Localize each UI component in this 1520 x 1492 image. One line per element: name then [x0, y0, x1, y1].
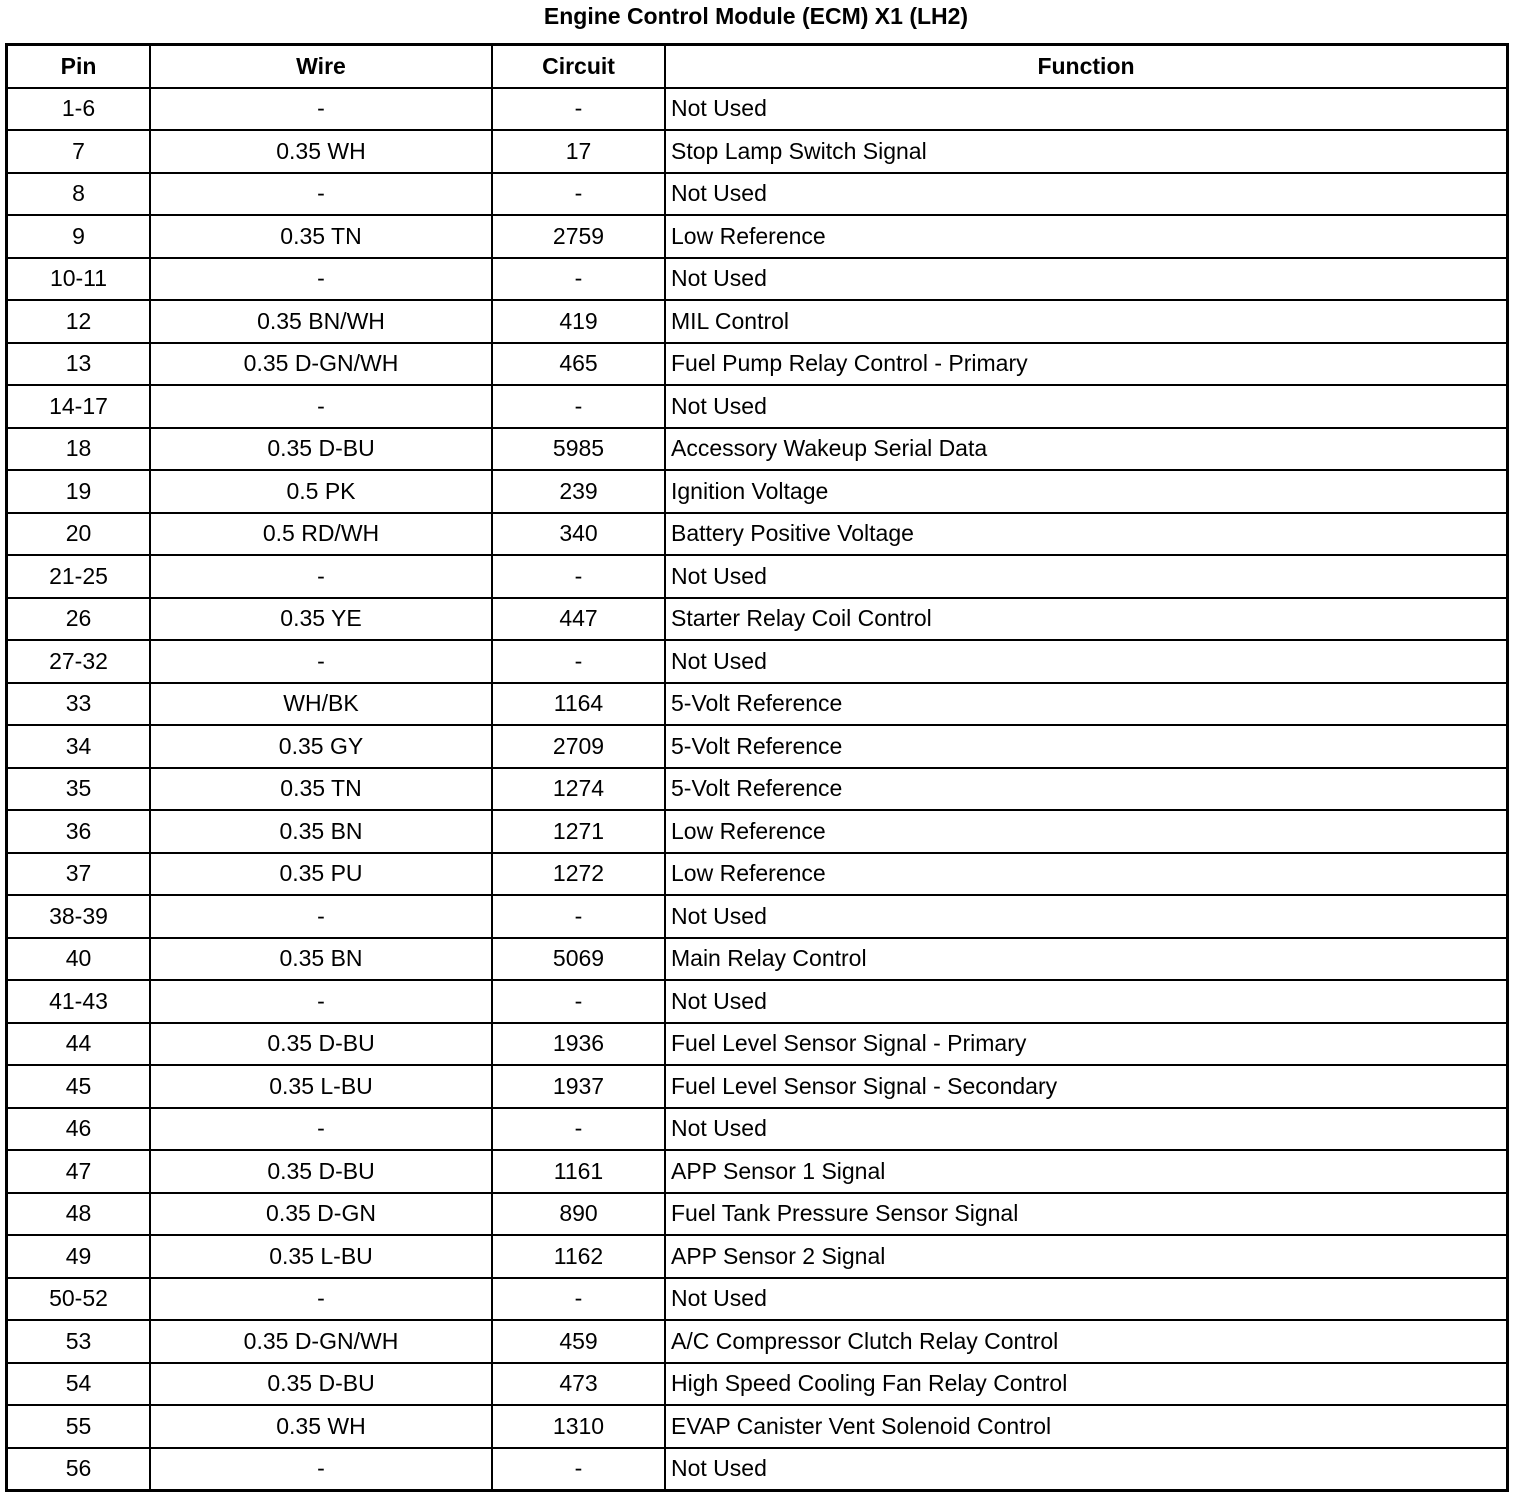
cell-function: 5-Volt Reference	[665, 683, 1506, 726]
cell-wire: 0.35 WH	[150, 130, 492, 173]
table-row	[8, 300, 1506, 343]
cell-pin: 44	[8, 1023, 150, 1066]
table-row	[8, 725, 1506, 768]
cell-circuit: 340	[492, 513, 665, 556]
table-row	[8, 385, 1506, 428]
cell-wire: 0.35 YE	[150, 598, 492, 641]
connector-pinout-table	[8, 46, 1506, 1489]
table-row	[8, 1065, 1506, 1108]
cell-circuit: 1937	[492, 1065, 665, 1108]
cell-pin: 20	[8, 513, 150, 556]
cell-pin: 7	[8, 130, 150, 173]
table-row	[8, 1363, 1506, 1406]
cell-function: Low Reference	[665, 215, 1506, 258]
cell-function: Not Used	[665, 640, 1506, 683]
cell-function: Not Used	[665, 980, 1506, 1023]
cell-function: Not Used	[665, 1448, 1506, 1490]
cell-function: Fuel Level Sensor Signal - Primary	[665, 1023, 1506, 1066]
cell-wire: 0.35 WH	[150, 1405, 492, 1448]
cell-pin: 27-32	[8, 640, 150, 683]
cell-circuit: 1274	[492, 768, 665, 811]
cell-pin: 19	[8, 470, 150, 513]
cell-pin: 46	[8, 1108, 150, 1151]
table-row	[8, 1108, 1506, 1151]
cell-pin: 48	[8, 1193, 150, 1236]
cell-function: Starter Relay Coil Control	[665, 598, 1506, 641]
cell-function: Accessory Wakeup Serial Data	[665, 428, 1506, 471]
cell-circuit: 473	[492, 1363, 665, 1406]
cell-circuit: -	[492, 1448, 665, 1490]
cell-circuit: -	[492, 173, 665, 216]
table-row	[8, 1278, 1506, 1321]
table-header-row	[8, 46, 1506, 88]
table-row	[8, 980, 1506, 1023]
cell-function: Not Used	[665, 88, 1506, 131]
cell-wire: 0.35 L-BU	[150, 1235, 492, 1278]
cell-wire: 0.5 PK	[150, 470, 492, 513]
cell-circuit: 465	[492, 343, 665, 386]
cell-function: Fuel Level Sensor Signal - Secondary	[665, 1065, 1506, 1108]
table-row	[8, 640, 1506, 683]
cell-circuit: 2709	[492, 725, 665, 768]
cell-circuit: -	[492, 1108, 665, 1151]
cell-wire: 0.35 D-BU	[150, 428, 492, 471]
connector-pinout-table-frame	[5, 43, 1509, 1492]
cell-pin: 56	[65, 1455, 92, 1482]
cell-pin: 18	[8, 428, 150, 471]
cell-pin: 12	[8, 300, 150, 343]
table-row	[8, 1150, 1506, 1193]
cell-function: Not Used	[665, 173, 1506, 216]
cell-circuit: 1164	[492, 683, 665, 726]
cell-function: MIL Control	[665, 300, 1506, 343]
cell-pin: 41-43	[8, 980, 150, 1023]
cell-circuit: 459	[492, 1320, 665, 1363]
cell-function: Not Used	[665, 385, 1506, 428]
cell-function: Low Reference	[665, 810, 1506, 853]
cell-wire: -	[150, 640, 492, 683]
cell-pin: 36	[8, 810, 150, 853]
cell-wire: -	[150, 980, 492, 1023]
cell-function: 5-Volt Reference	[665, 725, 1506, 768]
cell-wire: 0.35 D-BU	[150, 1150, 492, 1193]
cell-wire: WH/BK	[150, 683, 492, 726]
table-row	[8, 428, 1506, 471]
cell-pin: 49	[8, 1235, 150, 1278]
cell-circuit: -	[492, 258, 665, 301]
table-row	[8, 1405, 1506, 1448]
table-row	[8, 1235, 1506, 1278]
cell-circuit: 1162	[492, 1235, 665, 1278]
cell-circuit: 1271	[492, 810, 665, 853]
table-row	[8, 555, 1506, 598]
cell-circuit: 1272	[492, 853, 665, 896]
cell-function: Not Used	[665, 1108, 1506, 1151]
cell-circuit: 419	[492, 300, 665, 343]
cell-wire: -	[150, 1448, 492, 1490]
cell-wire: 0.35 D-BU	[150, 1023, 492, 1066]
cell-pin: 13	[8, 343, 150, 386]
table-row	[8, 768, 1506, 811]
cell-wire: 0.35 TN	[150, 768, 492, 811]
cell-function: 5-Volt Reference	[665, 768, 1506, 811]
cell-wire: -	[150, 895, 492, 938]
table-row	[8, 215, 1506, 258]
cell-pin: 10-11	[8, 258, 150, 301]
cell-wire: 0.35 GY	[150, 725, 492, 768]
cell-function: Battery Positive Voltage	[665, 513, 1506, 556]
cell-function: Fuel Tank Pressure Sensor Signal	[665, 1193, 1506, 1236]
table-row	[8, 173, 1506, 216]
cell-function: Ignition Voltage	[665, 470, 1506, 513]
cell-function: Not Used	[665, 258, 1506, 301]
cell-function: EVAP Canister Vent Solenoid Control	[665, 1405, 1506, 1448]
table-row	[8, 598, 1506, 641]
cell-wire: -	[150, 1108, 492, 1151]
cell-wire: -	[150, 88, 492, 131]
cell-function: Not Used	[665, 1278, 1506, 1321]
cell-circuit: -	[492, 640, 665, 683]
column-header-circuit: Circuit	[492, 46, 665, 88]
cell-pin: 35	[8, 768, 150, 811]
cell-function: Main Relay Control	[665, 938, 1506, 981]
cell-wire: -	[150, 258, 492, 301]
table-row	[8, 1448, 1506, 1490]
cell-function: APP Sensor 1 Signal	[665, 1150, 1506, 1193]
cell-circuit: -	[492, 980, 665, 1023]
table-row	[8, 258, 1506, 301]
table-row	[8, 130, 1506, 173]
cell-circuit: 1161	[492, 1150, 665, 1193]
cell-pin: 33	[8, 683, 150, 726]
cell-wire: 0.35 TN	[150, 215, 492, 258]
cell-circuit: 5985	[492, 428, 665, 471]
cell-circuit: 447	[492, 598, 665, 641]
cell-function: Stop Lamp Switch Signal	[665, 130, 1506, 173]
cell-wire: 0.35 BN/WH	[150, 300, 492, 343]
cell-circuit: -	[492, 895, 665, 938]
cell-pin: 8	[8, 173, 150, 216]
cell-function: Low Reference	[665, 853, 1506, 896]
cell-wire: -	[150, 1278, 492, 1321]
page-title: Engine Control Module (ECM) X1 (LH2)	[543, 3, 969, 29]
cell-function: High Speed Cooling Fan Relay Control	[665, 1363, 1506, 1406]
cell-circuit: 239	[492, 470, 665, 513]
cell-pin: 40	[8, 938, 150, 981]
cell-pin: 55	[8, 1405, 150, 1448]
cell-pin: 21-25	[8, 555, 150, 598]
table-row	[8, 343, 1506, 386]
table-row	[8, 88, 1506, 131]
table-row	[8, 938, 1506, 981]
cell-pin: 9	[8, 215, 150, 258]
cell-circuit: 2759	[492, 215, 665, 258]
cell-circuit: -	[492, 88, 665, 131]
cell-circuit: -	[492, 385, 665, 428]
cell-wire: 0.35 PU	[150, 853, 492, 896]
cell-pin: 1-6	[8, 88, 150, 131]
table-row	[8, 683, 1506, 726]
column-header-function: Function	[665, 46, 1506, 88]
cell-wire: 0.35 BN	[150, 938, 492, 981]
cell-circuit: 17	[492, 130, 665, 173]
table-row	[8, 853, 1506, 896]
cell-function: Not Used	[665, 895, 1506, 938]
cell-circuit: 5069	[492, 938, 665, 981]
table-row	[8, 895, 1506, 938]
column-header-pin: Pin	[8, 46, 150, 88]
table-row	[8, 810, 1506, 853]
cell-pin: 26	[8, 598, 150, 641]
cell-circuit: -	[492, 555, 665, 598]
cell-wire: 0.35 D-GN/WH	[150, 1320, 492, 1363]
cell-pin: 50-52	[8, 1278, 150, 1321]
table-body	[8, 88, 1506, 1490]
column-header-wire: Wire	[150, 46, 492, 88]
cell-wire: 0.35 D-GN/WH	[150, 343, 492, 386]
cell-pin: 38-39	[8, 895, 150, 938]
cell-pin: 47	[8, 1150, 150, 1193]
cell-function: Not Used	[665, 555, 1506, 598]
cell-wire: -	[150, 173, 492, 216]
table-row	[8, 470, 1506, 513]
cell-pin: 37	[8, 853, 150, 896]
cell-circuit: 1310	[492, 1405, 665, 1448]
cell-wire: -	[150, 555, 492, 598]
cell-wire: -	[150, 385, 492, 428]
cell-pin: 53	[8, 1320, 150, 1363]
table-row	[8, 1193, 1506, 1236]
cell-wire: 0.35 D-GN	[150, 1193, 492, 1236]
cell-wire: 0.35 D-BU	[150, 1363, 492, 1406]
cell-function: A/C Compressor Clutch Relay Control	[665, 1320, 1506, 1363]
table-row	[8, 1320, 1506, 1363]
cell-pin: 14-17	[8, 385, 150, 428]
cell-function: APP Sensor 2 Signal	[665, 1235, 1506, 1278]
cell-wire: 0.35 L-BU	[150, 1065, 492, 1108]
table-row	[8, 513, 1506, 556]
cell-wire: 0.35 BN	[150, 810, 492, 853]
cell-pin: 54	[8, 1363, 150, 1406]
table-row	[8, 1023, 1506, 1066]
cell-circuit: 1936	[492, 1023, 665, 1066]
cell-pin: 45	[8, 1065, 150, 1108]
cell-circuit: -	[492, 1278, 665, 1321]
cell-circuit: 890	[492, 1193, 665, 1236]
cell-wire: 0.5 RD/WH	[150, 513, 492, 556]
cell-pin: 34	[8, 725, 150, 768]
cell-function: Fuel Pump Relay Control - Primary	[665, 343, 1506, 386]
